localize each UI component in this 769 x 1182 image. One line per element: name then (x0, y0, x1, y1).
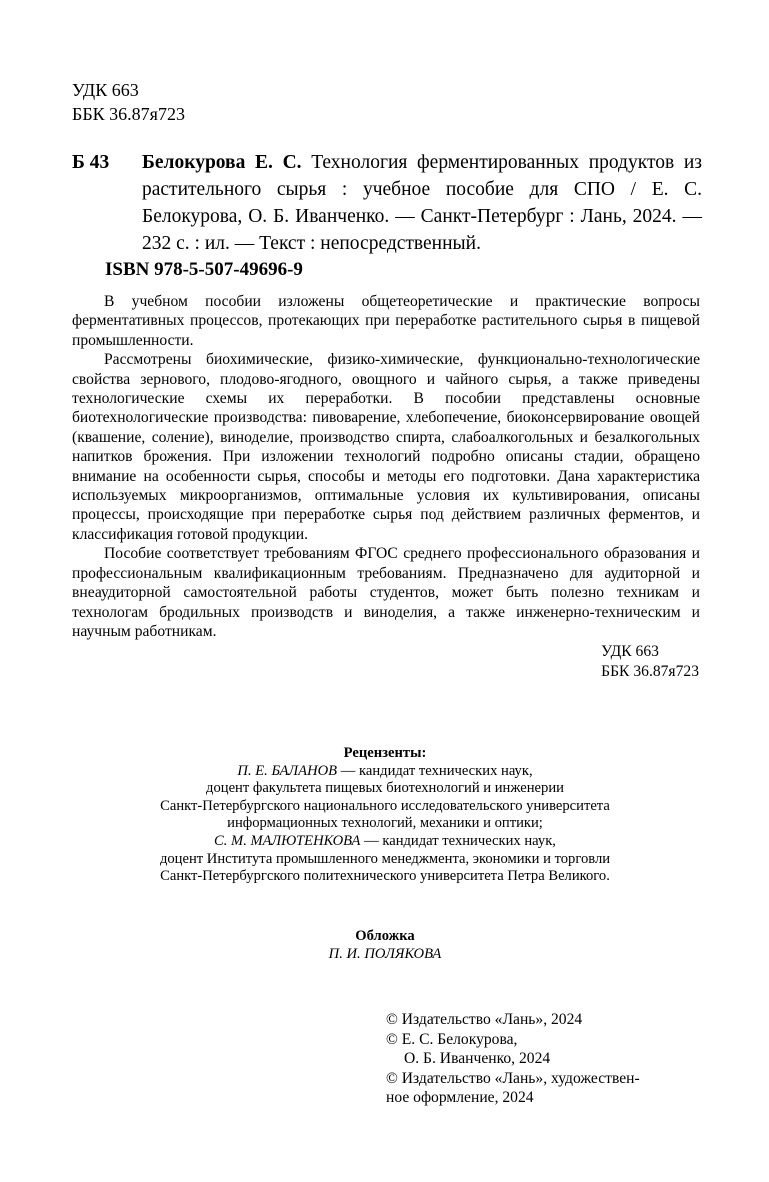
copyright-line: © Е. С. Белокурова, (386, 1030, 518, 1048)
annotation-paragraph: Пособие соответствует требованиям ФГОС среднего профессионального образования и профессиональным квалификационным требованиям. Предназначено для аудиторной и внеаудиторной самостоятельной работы студентов, может быть полезно техникам и технологам бродильных производств и виноделия, а также инженерно-техническим и научным работникам. (72, 545, 700, 640)
cover-credit (200, 928, 570, 963)
reviewer-1-university-cont: информационных технологий, механики и оптики; (227, 815, 543, 832)
reviewer-2 (100, 833, 670, 851)
classification-block-bottom (601, 642, 699, 682)
bibliographic-entry (72, 149, 702, 257)
cover-heading: Обложка (355, 928, 415, 944)
reviewers-block (100, 745, 670, 886)
copyright-block (386, 1010, 640, 1108)
classification-block-top (72, 78, 185, 126)
bbk-code: ББК 36.87я723 (72, 104, 185, 124)
reviewer-1 (100, 763, 670, 781)
copyright-line: ное оформление, 2024 (386, 1089, 534, 1106)
isbn: ISBN 978-5-507-49696-9 (105, 259, 303, 280)
reviewer-2-name: С. М. МАЛЮТЕНКОВА (214, 832, 361, 849)
udk-code: УДК 663 (601, 643, 659, 660)
annotation-paragraph: В учебном пособии изложены общетеоретические и практические вопросы ферментативных процессов, протекающих при переработке растительного сырья в пищевой промышленности. (72, 293, 700, 349)
reviewer-1-position: доцент факультета пищевых биотехнологий и инженерии (206, 780, 564, 797)
annotation-paragraph: Рассмотрены биохимические, физико-химические, функционально-технологические свойства зернового, плодово-ягодного, овощного и чайного сырья, а также приведены технологические схемы их переработки. В пособии представлены основные биотехнологические производства: пивоварение, хлебопечение, биоконсервирование овощей (квашение, соление), виноделие, производство спирта, слабоалкогольных и безалкогольных напитков брожения. При изложении технологий подробно описаны стадии, обращено внимание на особенности сырья, способы и методы его подготовки. Дана характеристика используемых микроорганизмов, оптимальные условия их культивирования, описаны процессы, происходящие при переработке сырья под действием различных ферментов, и классификация готовой продукции. (72, 351, 700, 543)
bibliographic-description (142, 149, 702, 257)
copyright-line: © Издательство «Лань», 2024 (386, 1011, 583, 1028)
bbk-code: ББК 36.87я723 (601, 663, 699, 680)
reviewer-2-university: Санкт-Петербургского политехнического университета Петра Великого. (160, 868, 610, 885)
reviewers-heading: Рецензенты: (343, 745, 427, 761)
reviewer-1-name: П. Е. БАЛАНОВ (237, 762, 338, 779)
annotation (72, 292, 700, 641)
copyright-line: О. Б. Иванченко, 2024 (404, 1050, 551, 1067)
reviewer-2-position: доцент Института промышленного менеджмента, экономики и торговли (159, 850, 611, 867)
author-sign: Б 43 (72, 152, 110, 173)
cover-designer: П. И. ПОЛЯКОВА (328, 945, 442, 962)
udk-code: УДК 663 (72, 80, 139, 100)
copyright-line: © Издательство «Лань», художествен- (386, 1069, 640, 1087)
description-text: Технология ферментированных продуктов из растительного сырья : учебное пособие для СПО / Е. С. Белокурова, О. Б. Иванченко. — Санкт-Петербург : Лань, 2024. — 232 с. : ил. — Текст : непосредственный. (142, 152, 702, 254)
reviewer-2-degree: — кандидат технических наук, (360, 832, 556, 849)
author-name: Белокурова Е. С. (142, 152, 302, 173)
reviewer-1-university: Санкт-Петербургского национального исследовательского университета (160, 797, 610, 814)
reviewer-1-degree: — кандидат технических наук, (337, 762, 533, 779)
